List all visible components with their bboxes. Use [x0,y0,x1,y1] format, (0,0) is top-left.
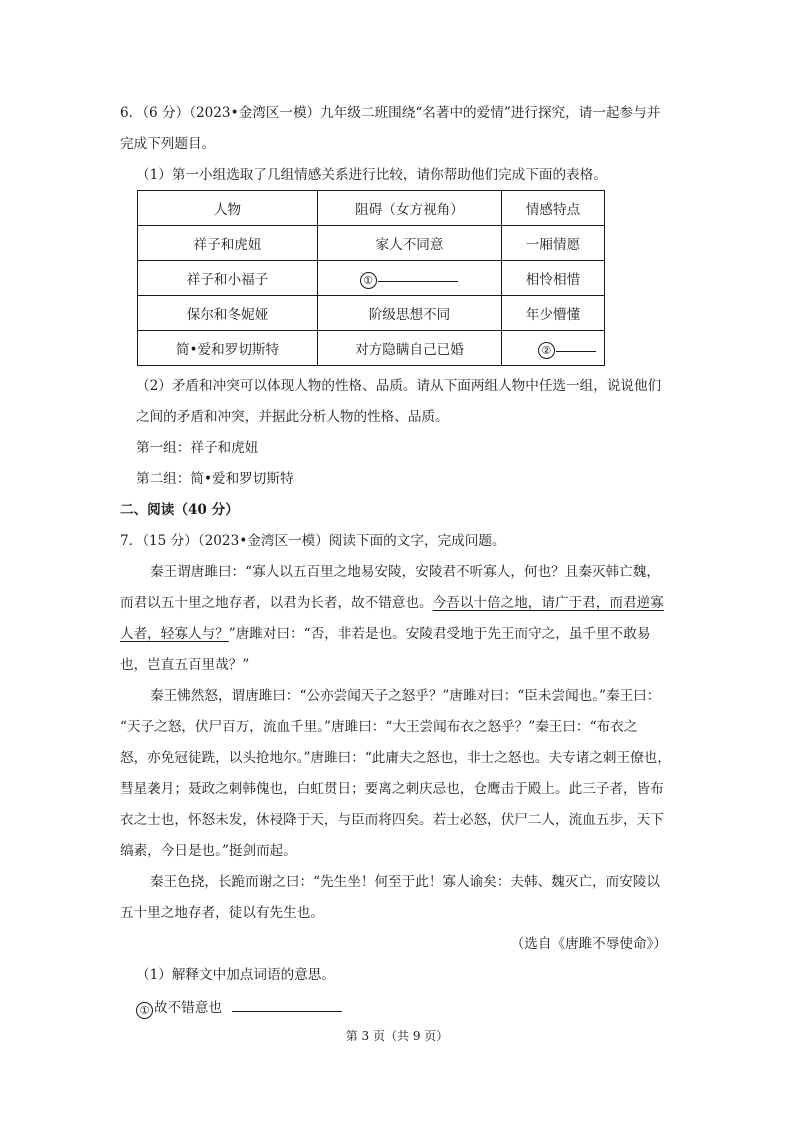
blank-number: ② [538,342,555,359]
underlined-sentence: 今吾以十倍之地，请广于君，而君逆寡 [432,595,664,611]
table-header-row [138,191,605,226]
q6-stem-line1: 6．（6 分）（2023•金湾区一模）九年级二班围绕“名著中的爱情”进行探究，请一起参与并 [120,105,661,121]
group-2-option: 第二组：简•爱和罗切斯特 [136,471,294,487]
passage-p1-line2 [120,594,664,612]
page-footer: 第 3 页（共 9 页） [345,1029,449,1043]
passage-p3-line1: 秦王色挠，长跪而谢之曰：“先生坐！何至于此！寡人谕矣：夫韩、魏灭亡，而安陵以 [150,874,660,890]
passage-p2-line2: “天子之怒，伏尸百万，流血千里。”唐雎曰：“大王尝闻布衣之怒乎？”秦王曰：“布衣之 [120,719,638,735]
answer-blank-3[interactable] [232,997,342,1012]
passage-p1-line3 [120,625,650,643]
q6-subquestion-2-line2: 之间的矛盾和冲突，并据此分析人物的性格、品质。 [136,409,449,425]
table-cell: 一厢情愿 [501,226,604,261]
passage-p2-line4: 彗星袭月；聂政之刺韩傀也，白虹贯日；要离之刺庆忌也，仓鹰击于殿上。此三子者，皆布 [120,781,664,797]
table-header: 人物 [138,191,318,226]
passage-source: （选自《唐雎不辱使命》） [510,936,667,952]
item-number: ① [136,1002,153,1019]
passage-p3-line2: 五十里之地存者，徒以有先生也。 [120,905,324,921]
table-header: 情感特点 [501,191,604,226]
table-cell: 祥子和虎妞 [138,226,318,261]
group-1-option: 第一组：祥子和虎妞 [136,440,259,456]
answer-blank-1[interactable] [378,267,458,282]
table-cell: 家人不同意 [318,226,502,261]
comparison-table [137,190,605,366]
table-cell: 相怜相惜 [501,261,604,296]
passage-p1-line1: 秦王谓唐雎曰：“寡人以五百里之地易安陵，安陵君不听寡人，何也？且秦灭韩亡魏， [150,564,660,580]
table-cell: 祥子和小福子 [138,261,318,296]
answer-blank-cell [501,331,604,366]
underlined-sentence: 人者，轻寡人与？ [120,626,229,642]
blank-number: ① [360,272,377,289]
answer-blank-cell [318,261,502,296]
table-cell: 年少懵懂 [501,296,604,331]
q7-stem: 7．（15 分）（2023•金湾区一模）阅读下面的文字，完成问题。 [120,533,506,549]
q7-subquestion-1: （1）解释文中加点词语的意思。 [136,967,335,983]
passage-text: 而君以五十里之地存者，以君为长者，故不错意也。 [120,595,433,611]
table-row [138,226,605,261]
q6-subquestion-1: （1）第一小组选取了几组情感关系进行比较，请你帮助他们完成下面的表格。 [136,167,607,183]
table-cell: 对方隐瞒自己已婚 [318,331,502,366]
passage-p1-line4: 也，岂直五百里哉？” [120,657,250,673]
q6-stem-line2: 完成下列题目。 [120,136,216,152]
table-header: 阻碍（女方视角） [318,191,502,226]
passage-p2-line1: 秦王怫然怒，谓唐雎曰：“公亦尝闻天子之怒乎？”唐雎对曰：“臣未尝闻也。”秦王曰： [150,688,661,704]
table-row [138,296,605,331]
table-cell: 简•爱和罗切斯特 [138,331,318,366]
item-text: 故不错意也 [154,1000,222,1016]
section-heading: 二、阅读（40 分） [120,502,239,518]
table-row [138,261,605,296]
table-row [138,331,605,366]
q7-item-1 [136,997,342,1019]
answer-blank-2[interactable] [556,337,596,352]
passage-text: ”唐雎对曰：“否，非若是也。安陵君受地于先王而守之，虽千里不敢易 [228,626,651,642]
passage-p2-line6: 缟素，今日是也。”挺剑而起。 [120,843,297,859]
passage-p2-line3: 怒，亦免冠徒跣，以头抢地尔。”唐雎曰：“此庸夫之怒也，非士之怒也。夫专诸之刺王僚也， [120,750,671,766]
table-cell: 阶级思想不同 [318,296,502,331]
passage-p2-line5: 衣之士也，怀怒未发，休祲降于天，与臣而将四矣。若士必怒，伏尸二人，流血五步，天下 [120,812,664,828]
table-cell: 保尔和冬妮娅 [138,296,318,331]
q6-subquestion-2-line1: （2）矛盾和冲突可以体现人物的性格、品质。请从下面两组人物中任选一组，说说他们 [136,378,662,394]
